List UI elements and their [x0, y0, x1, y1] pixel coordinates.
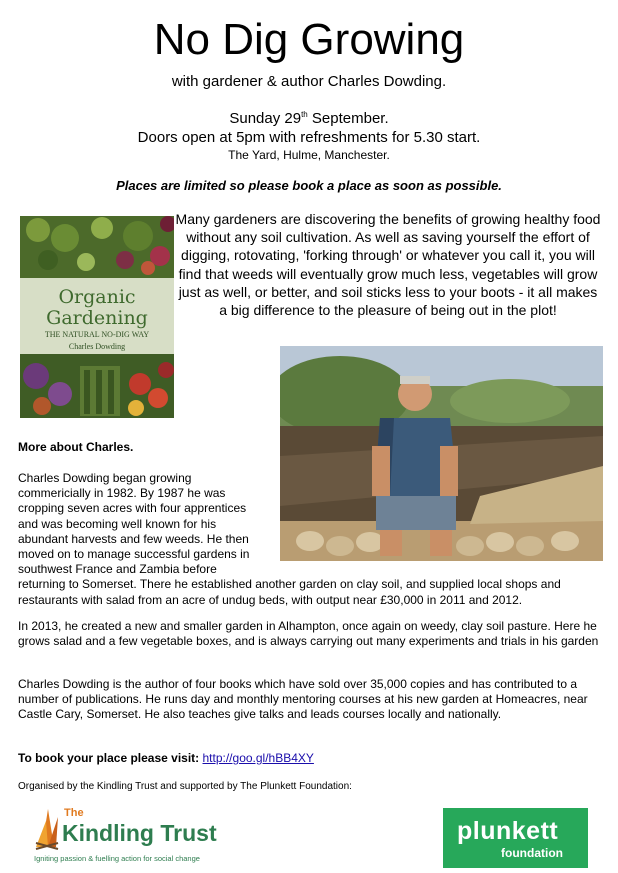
kindling-logo-the: The [64, 807, 84, 819]
plunkett-foundation-logo [443, 808, 588, 868]
bio-line: Charles Dowding began growing [18, 471, 192, 485]
event-date [0, 110, 618, 128]
book-title-line1: Organic [58, 286, 136, 308]
book-cover-image [20, 216, 174, 418]
author-paragraph: Charles Dowding is the author of four books which have sold over 35,000 copies and has contributed to a number of publications. He runs day and monthly mentoring courses at his new garden at Homeacres, near Castle Cary, Somerset. He also teaches give talks and leads courses locally and nationally. [18, 677, 588, 722]
kindling-logo-tagline: Igniting passion & fuelling action for social change [34, 854, 200, 863]
booking-label: To book your place please visit: [18, 751, 203, 765]
page-title: No Dig Growing [153, 15, 465, 64]
book-author: Charles Dowding [68, 342, 126, 351]
bio-line: restaurants with salad from an acre of undug beds, with output near £30,000 in 2011 and 2012. [18, 592, 523, 607]
more-about-heading: More about Charles. [18, 440, 134, 454]
organised-by-text: Organised by the Kindling Trust and supported by The Plunkett Foundation: [18, 781, 352, 792]
bio-line: returning to Somerset. There he established another garden on clay soil, and supplied local shops and [18, 577, 561, 592]
bio-line: and was becoming well known for his [18, 516, 217, 531]
flame-icon [36, 809, 58, 849]
bio-2013-paragraph: In 2013, he created a new and smaller garden in Alhampton, once again on weedy, clay soil pasture. Here he grows salad and a few vegetable boxes, and is always carrying out many experiments and trials in his garden [18, 619, 599, 649]
bio-line: commericially in 1982. By 1987 he was [18, 486, 226, 501]
subtitle: with gardener & author Charles Dowding. [171, 73, 447, 90]
venue: The Yard, Hulme, Manchester. [228, 148, 390, 162]
book-title-line2: Gardening [46, 307, 148, 329]
event-date-suffix: September. [307, 110, 389, 127]
doors-open-info: Doors open at 5pm with refreshments for 5.30 start. [137, 129, 481, 146]
bio-line: cropping seven acres with four apprentices [18, 501, 247, 516]
event-date-ordinal: th [301, 110, 308, 119]
bio-line: southwest France and Zambia before [18, 562, 217, 577]
bio-line: abundant harvests and few weeds. He then [18, 531, 249, 546]
kindling-trust-logo [34, 803, 220, 865]
book-tagline: THE NATURAL NO-DIG WAY [44, 330, 150, 339]
booking-line [18, 751, 314, 766]
plunkett-logo-sub: foundation [501, 846, 563, 860]
intro-paragraph: Many gardeners are discovering the benefits of growing healthy food without any soil cultivation. As well as saving yourself the effort of digging, rotovating, 'forking through' or whatever you call it, you will find that weeds will eventually grow much less, vegetables will grow just as well, or better, and soil sticks less to your boots - it all makes a big difference to the pleasure of being out in the plot! [175, 211, 601, 319]
booking-link[interactable]: http://goo.gl/hBB4XY [202, 751, 314, 765]
event-date-prefix: Sunday 29 [229, 110, 302, 127]
bio-line: moved on to manage successful gardens in [18, 547, 250, 562]
plunkett-logo-name: plunkett [457, 817, 559, 845]
kindling-logo-name: Kindling Trust [62, 820, 217, 846]
places-limited-notice: Places are limited so please book a place as soon as possible. [116, 178, 502, 193]
bio-paragraph [18, 471, 603, 608]
